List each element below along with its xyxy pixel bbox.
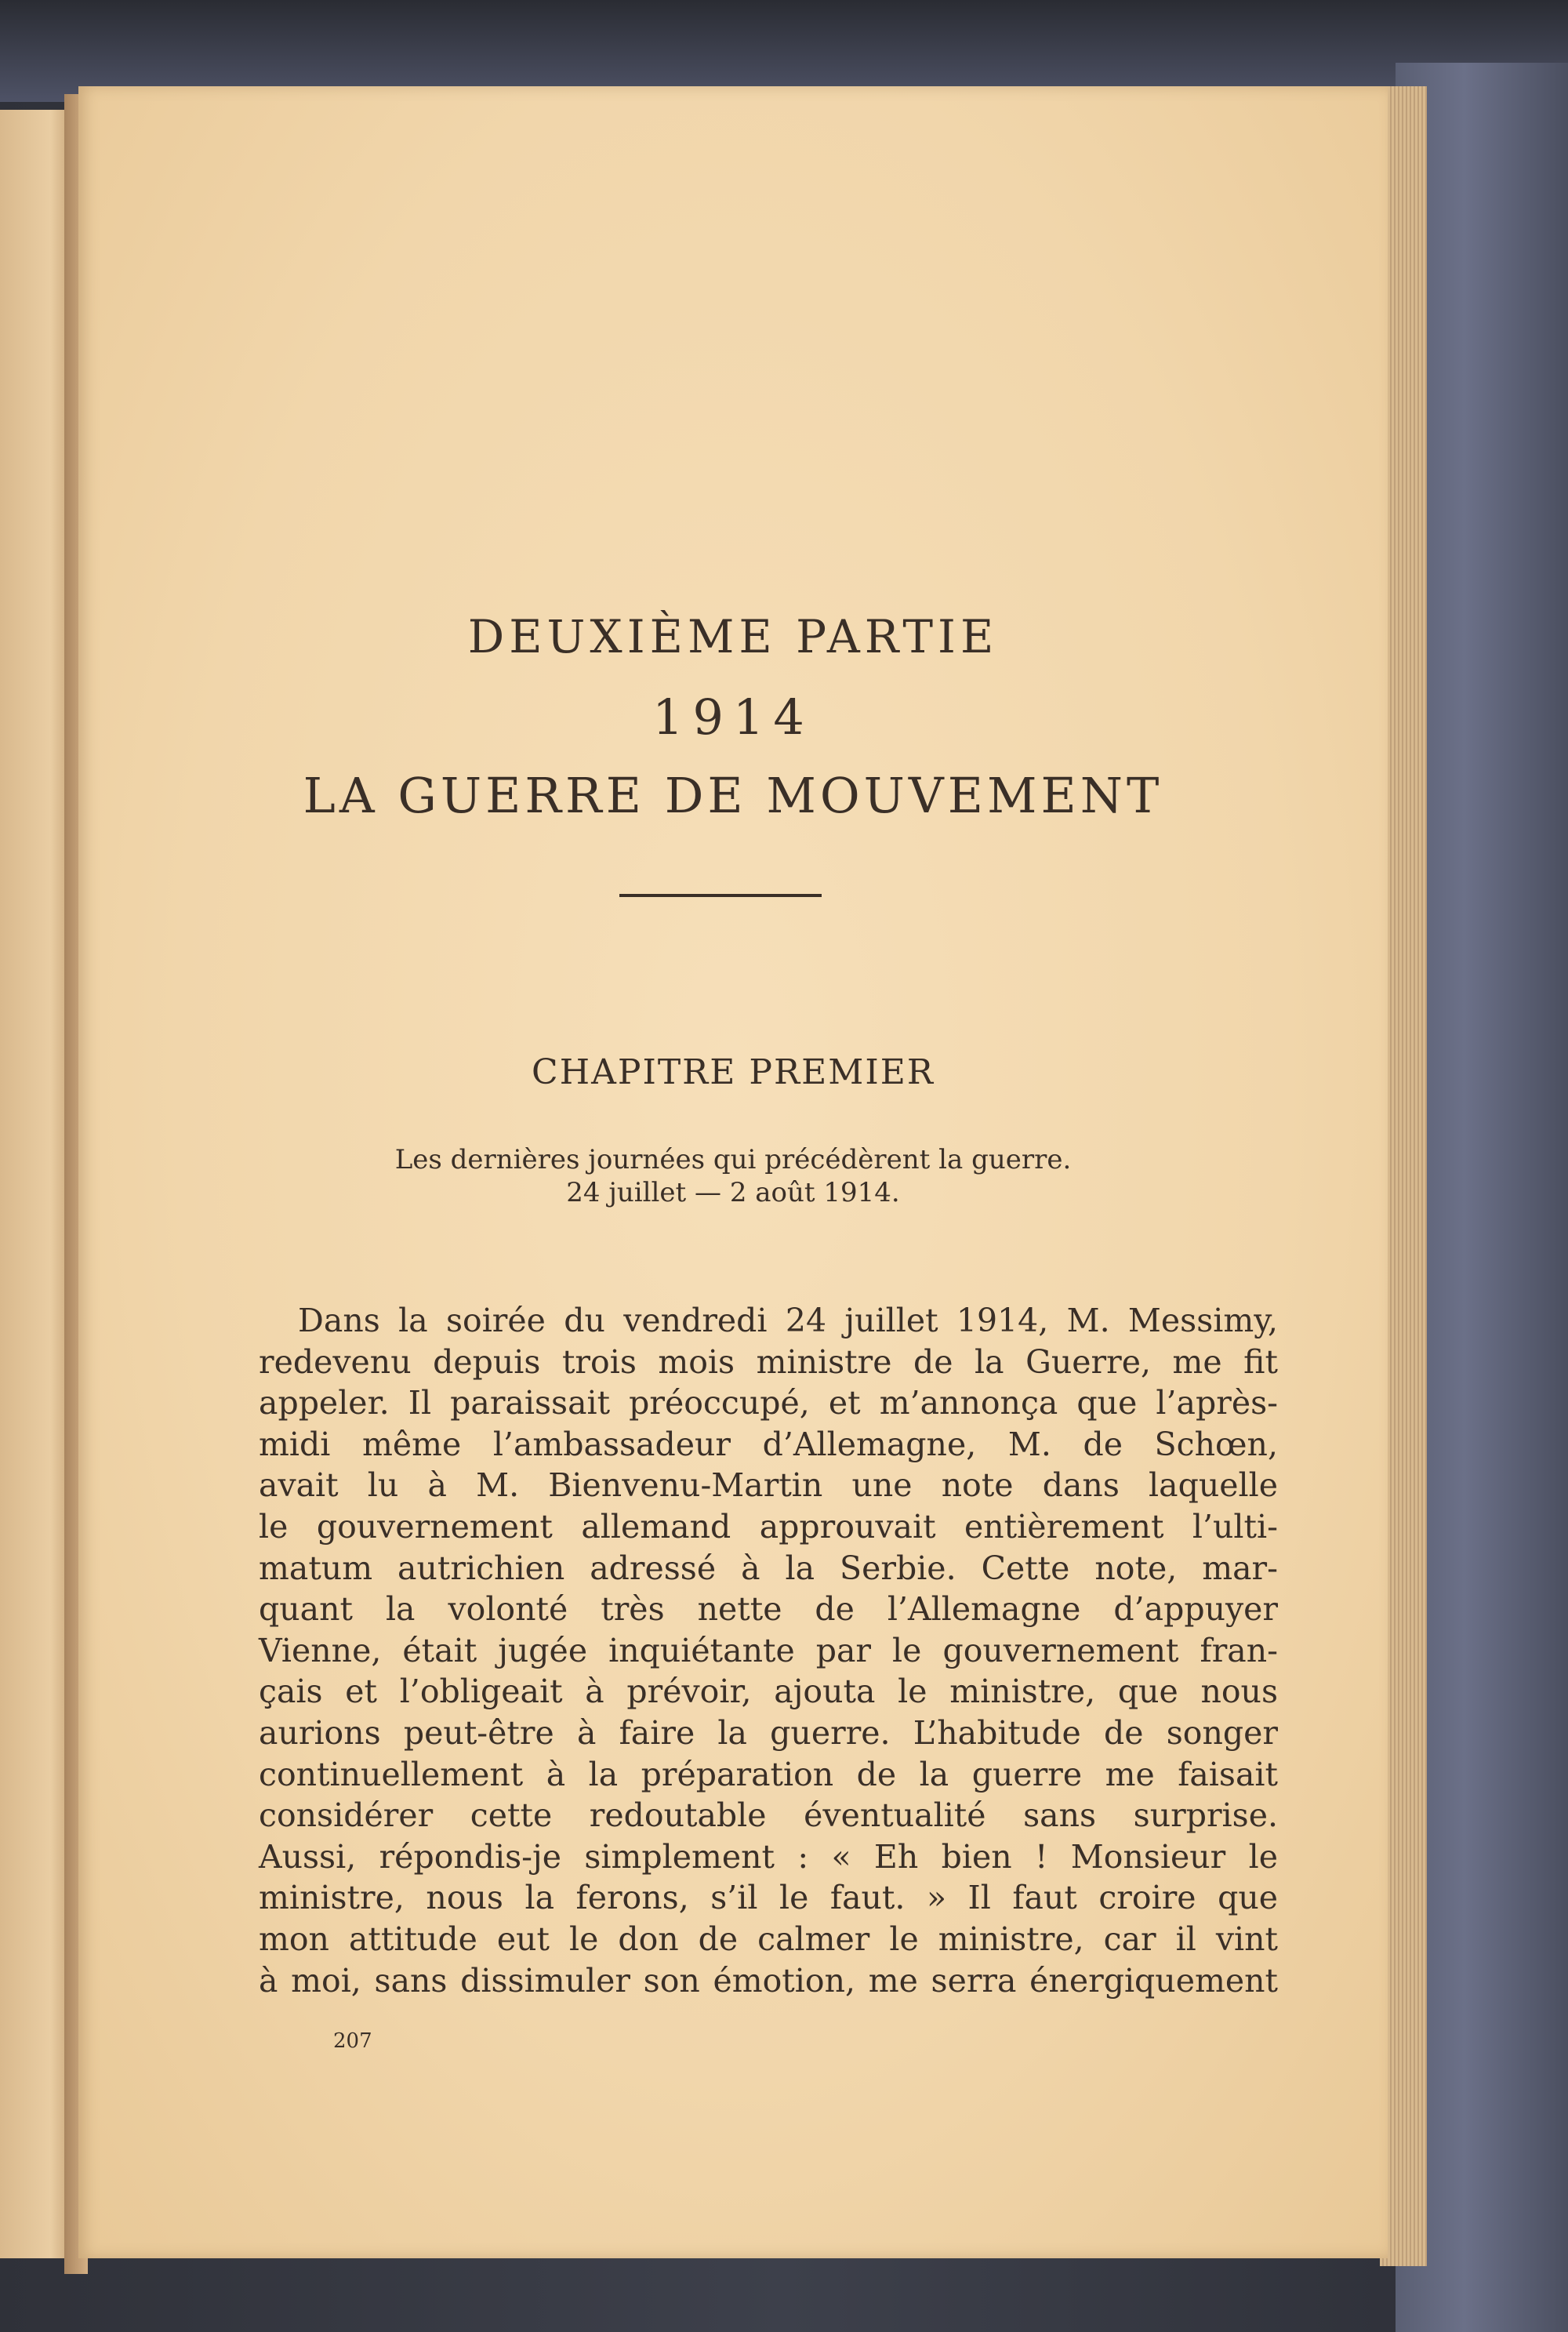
body-text — [259, 1300, 1278, 2001]
title-divider — [619, 894, 822, 897]
body-line: appeler. Il paraissait préoccupé, et m’annonça que l’après- — [259, 1384, 1278, 1422]
body-line: mon attitude eut le don de calmer le ministre, car il vint — [259, 1920, 1278, 1958]
chapter-title: CHAPITRE PREMIER — [532, 1052, 935, 1092]
chapter-summary — [78, 1143, 1388, 1209]
body-line: Aussi, répondis-je simplement : « Eh bien ! Monsieur le — [259, 1837, 1278, 1876]
part-subtitle: LA GUERRE DE MOUVEMENT — [303, 767, 1163, 824]
body-line: avait lu à M. Bienvenu-Martin une note dans laquelle — [259, 1466, 1278, 1505]
body-line: continuellement à la préparation de la guerre me faisait — [259, 1755, 1278, 1793]
page-number: 207 — [333, 2029, 372, 2053]
body-line: Vienne, était jugée inquiétante par le gouvernement fran- — [259, 1631, 1278, 1669]
body-line: le gouvernement allemand approuvait entièrement l’ulti- — [259, 1507, 1278, 1546]
part-year: 1914 — [652, 688, 814, 746]
body-line: midi même l’ambassadeur d’Allemagne, M. de Schœn, — [259, 1425, 1278, 1463]
body-line: redevenu depuis trois mois ministre de la Guerre, me fit — [259, 1342, 1278, 1381]
body-line: çais et l’obligeait à prévoir, ajouta le ministre, que nous — [259, 1673, 1278, 1711]
body-line: Dans la soirée du vendredi 24 juillet 1914, M. Messimy, — [298, 1302, 1278, 1339]
body-line: quant la volonté très nette de l’Allemagne d’appuyer — [259, 1590, 1278, 1629]
left-facing-page — [0, 110, 72, 2258]
body-line: ministre, nous la ferons, s’il le faut. » Il faut croire que — [259, 1879, 1278, 1917]
chapter-summary-line: 24 juillet — 2 août 1914. — [566, 1177, 900, 1208]
body-line: à moi, sans dissimuler son émotion, me serra énergiquement — [259, 1961, 1278, 2000]
book-page — [78, 86, 1388, 2258]
body-line: considérer cette redoutable éventualité sans surprise. — [259, 1796, 1278, 1835]
body-line: matum autrichien adressé à la Serbie. Cette note, mar- — [259, 1549, 1278, 1587]
part-title: DEUXIÈME PARTIE — [467, 610, 999, 663]
chapter-summary-line: Les dernières journées qui précédèrent la guerre. — [394, 1144, 1072, 1175]
body-line: aurions peut-être à faire la guerre. L’habitude de songer — [259, 1713, 1278, 1752]
